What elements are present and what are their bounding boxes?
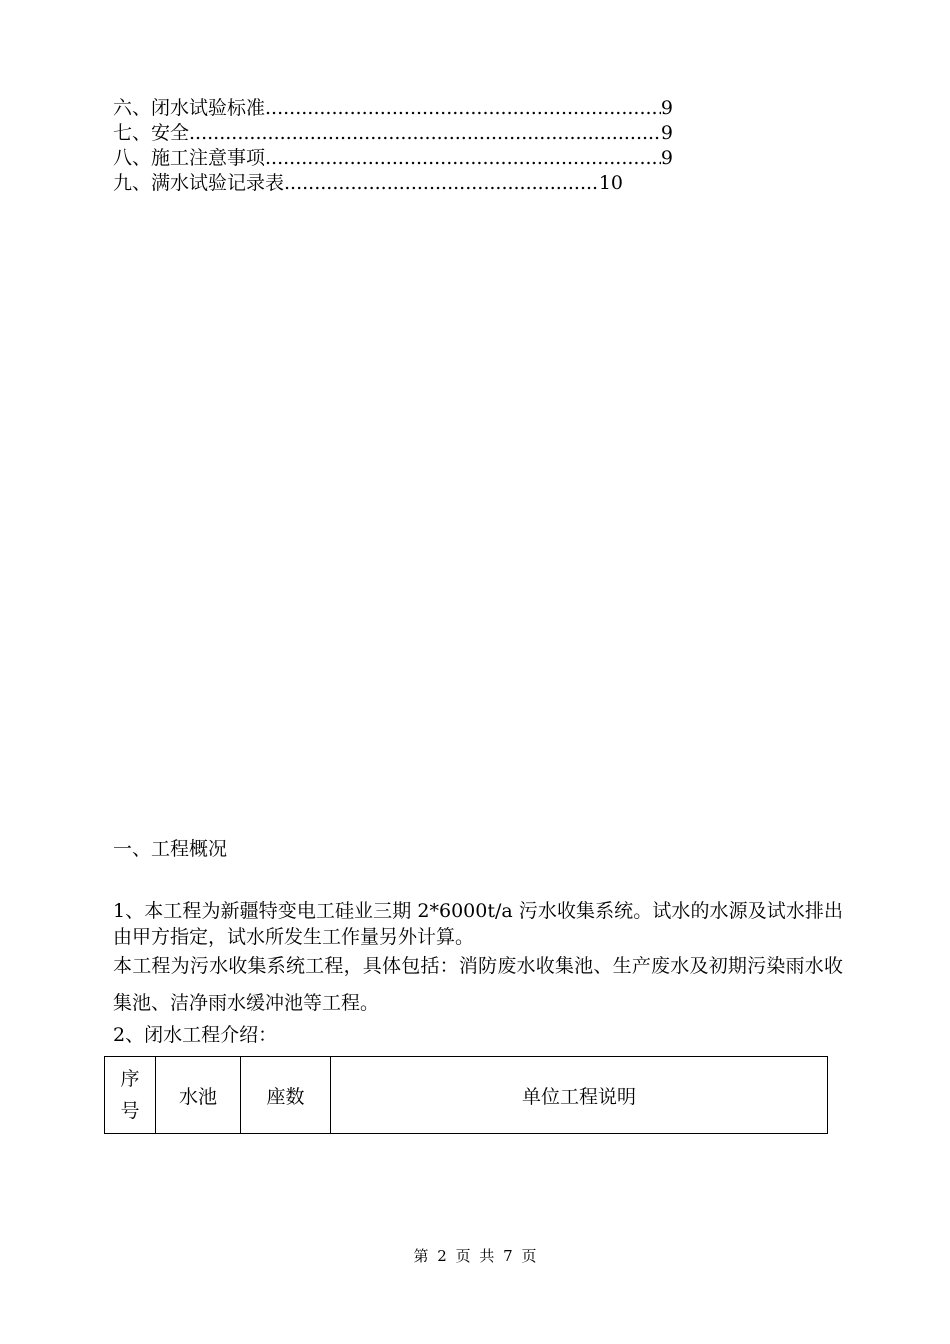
toc-entry-page: 9 (660, 122, 673, 144)
toc-entry[interactable] (113, 121, 673, 146)
toc-entry[interactable] (113, 96, 673, 121)
toc-leader-dots (284, 171, 599, 196)
header-seq (105, 1057, 156, 1134)
header-count: 座数 (241, 1057, 331, 1134)
toc-entry[interactable] (113, 171, 623, 196)
toc-entry-label: 八、施工注意事项 (113, 147, 266, 169)
header-description: 单位工程说明 (331, 1057, 828, 1134)
toc-leader-dots (265, 96, 661, 121)
toc-entry-label: 九、满水试验记录表 (113, 172, 285, 194)
header-seq-line2: 号 (120, 1100, 140, 1122)
paragraph-closed-water-intro: 2、闭水工程介绍： (113, 1024, 278, 1046)
header-pool: 水池 (156, 1057, 241, 1134)
paragraph-project-contents: 本工程为污水收集系统工程，具体包括：消防废水收集池、生产废水及初期污染雨水收集池、洁净雨水缓冲池等工程。 (113, 955, 843, 1014)
paragraph-project-scope: 1、本工程为新疆特变电工硅业三期 2*6000t/a 污水收集系统。试水的水源及试水排出由甲方指定，试水所发生工作量另外计算。 (113, 900, 843, 948)
toc-entry-page: 9 (660, 147, 673, 169)
toc-leader-dots (189, 121, 661, 146)
toc-entry-page: 10 (598, 172, 623, 194)
toc-entry[interactable] (113, 146, 673, 171)
table-of-contents (113, 96, 673, 196)
header-seq-line1: 序 (120, 1068, 140, 1090)
page-footer: 第 2 页 共 7 页 (413, 1247, 537, 1265)
toc-entry-label: 六、闭水试验标准 (113, 97, 266, 119)
toc-entry-label: 七、安全 (113, 122, 190, 144)
toc-entry-page: 9 (660, 97, 673, 119)
toc-leader-dots (265, 146, 661, 171)
table-header-row (105, 1057, 828, 1134)
section-heading: 一、工程概况 (113, 838, 228, 860)
closed-water-table (104, 1056, 828, 1134)
